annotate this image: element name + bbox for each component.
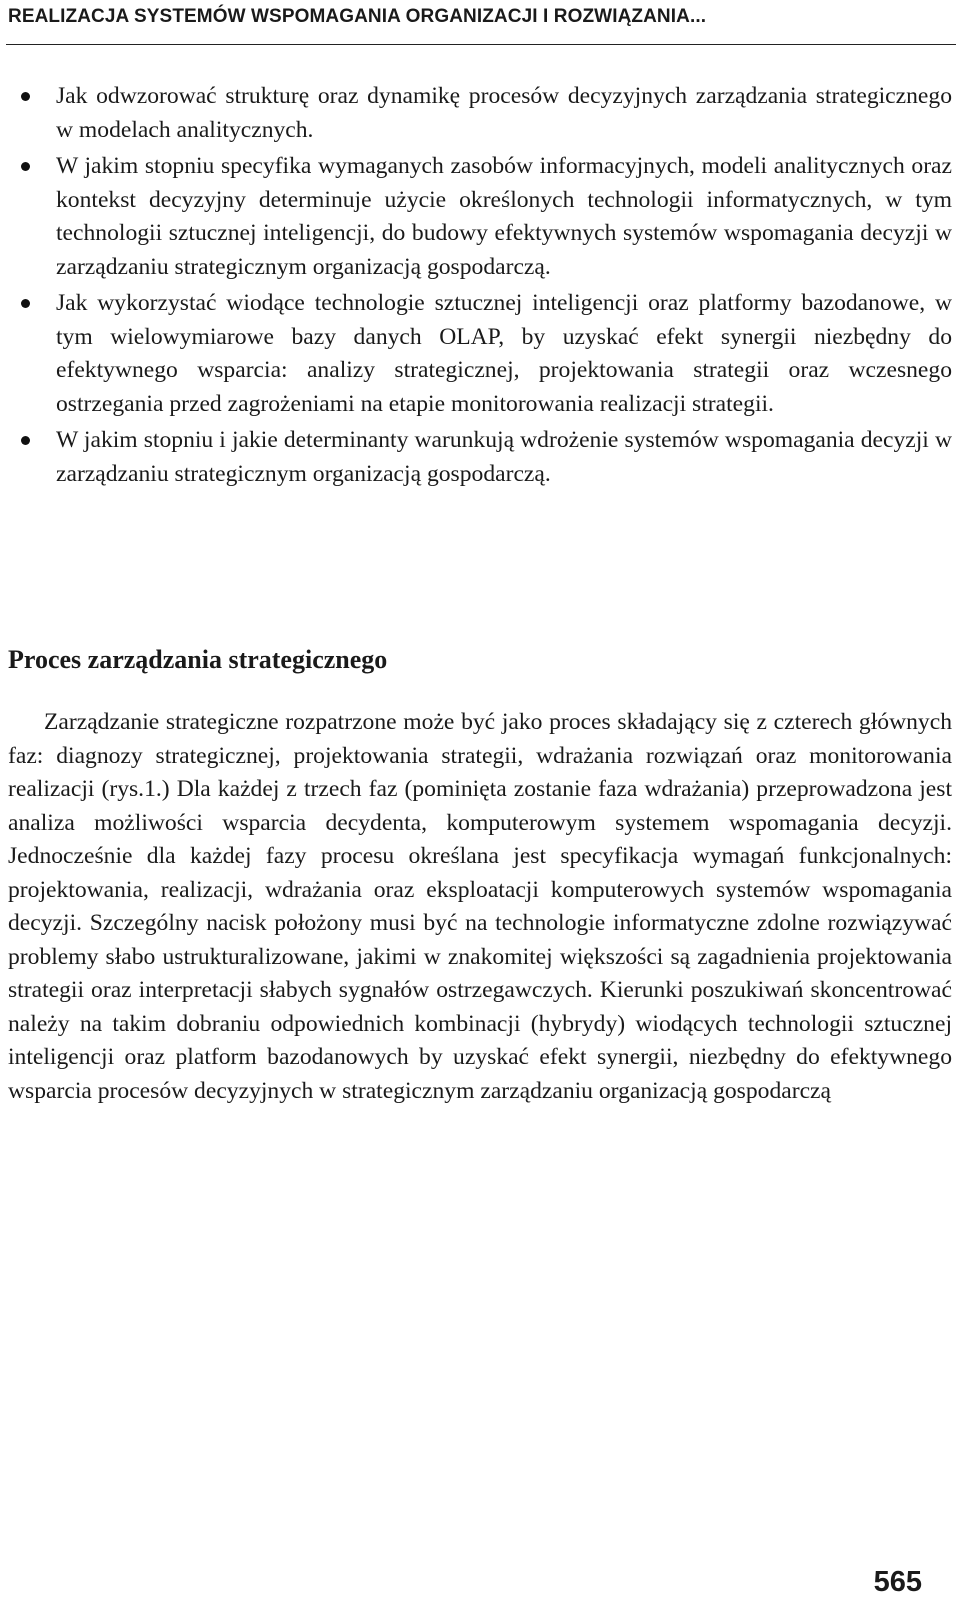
list-item	[0, 424, 952, 491]
header-divider	[6, 44, 956, 45]
list-item-text: W jakim stopniu specyfika wymaganych zasobów informacyjnych, modeli analitycznych oraz kontekst decyzyjny determinuje użycie określonych technologii informatycznych, w tym technologii sztucznej inteligencji, do budowy efektywnych systemów wspomagania decyzji w zarządzaniu strategicznym organizacją gospodarczą.	[56, 153, 952, 280]
list-item	[0, 80, 952, 147]
research-questions-list	[0, 80, 960, 494]
running-header: REALIZACJA SYSTEMÓW WSPOMAGANIA ORGANIZACJI I ROZWIĄZANIA...	[8, 6, 707, 27]
bullet-icon	[21, 299, 30, 308]
body-paragraph: Zarządzanie strategiczne rozpatrzone może być jako proces składający się z czterech głównych faz: diagnozy strategicznej, projektowania strategii, wdrażania rozwiązań oraz monitorowania realizacji (rys.1.) Dla każdej z trzech faz (pominięta zostanie faza wdrażania) przeprowadzona jest analiza możliwości wsparcia decydenta, komputerowym systemem wspomagania decyzji. Jednocześnie dla każdej fazy procesu określana jest specyfikacja wymagań funkcjonalnych: projektowania, realizacji, wdrażania oraz eksploatacji komputerowych systemów wspomagania decyzji. Szczególny nacisk położony musi być na technologie informatyczne zdolne rozwiązywać problemy słabo ustrukturalizowane, jakimi w znakomitej większości są zagadnienia projektowania strategii oraz interpretacji słabych sygnałów ostrzegawczych. Kierunki poszukiwań skoncentrować należy na takim dobraniu odpowiednich kombinacji (hybrydy) wiodących technologii sztucznej inteligencji oraz platform bazodanowych by uzyskać efekt synergii, niezbędny do efektywnego wsparcia procesów decyzyjnych w strategicznym zarządzaniu organizacją gospodarczą	[8, 709, 952, 1104]
bullet-icon	[21, 92, 30, 101]
bullet-icon	[21, 162, 30, 171]
list-item	[0, 287, 952, 421]
list-item-text: Jak odwzorować strukturę oraz dynamikę procesów decyzyjnych zarządzania strategicznego w modelach analitycznych.	[56, 83, 952, 143]
page-number: 565	[873, 1566, 922, 1598]
bullet-icon	[21, 436, 30, 445]
section-heading: Proces zarządzania strategicznego	[8, 645, 388, 674]
list-item-text: W jakim stopniu i jakie determinanty warunkują wdrożenie systemów wspomagania decyzji w zarządzaniu strategicznym organizacją gospodarczą.	[56, 427, 952, 487]
list-item	[0, 150, 952, 284]
list-item-text: Jak wykorzystać wiodące technologie sztucznej inteligencji oraz platformy bazodanowe, w tym wielowymiarowe bazy danych OLAP, by uzyskać efekt synergii niezbędny do efektywnego wsparcia: analizy strategicznej, projektowania strategii oraz wczesnego ostrzegania przed zagrożeniami na etapie monitorowania realizacji strategii.	[56, 290, 952, 417]
